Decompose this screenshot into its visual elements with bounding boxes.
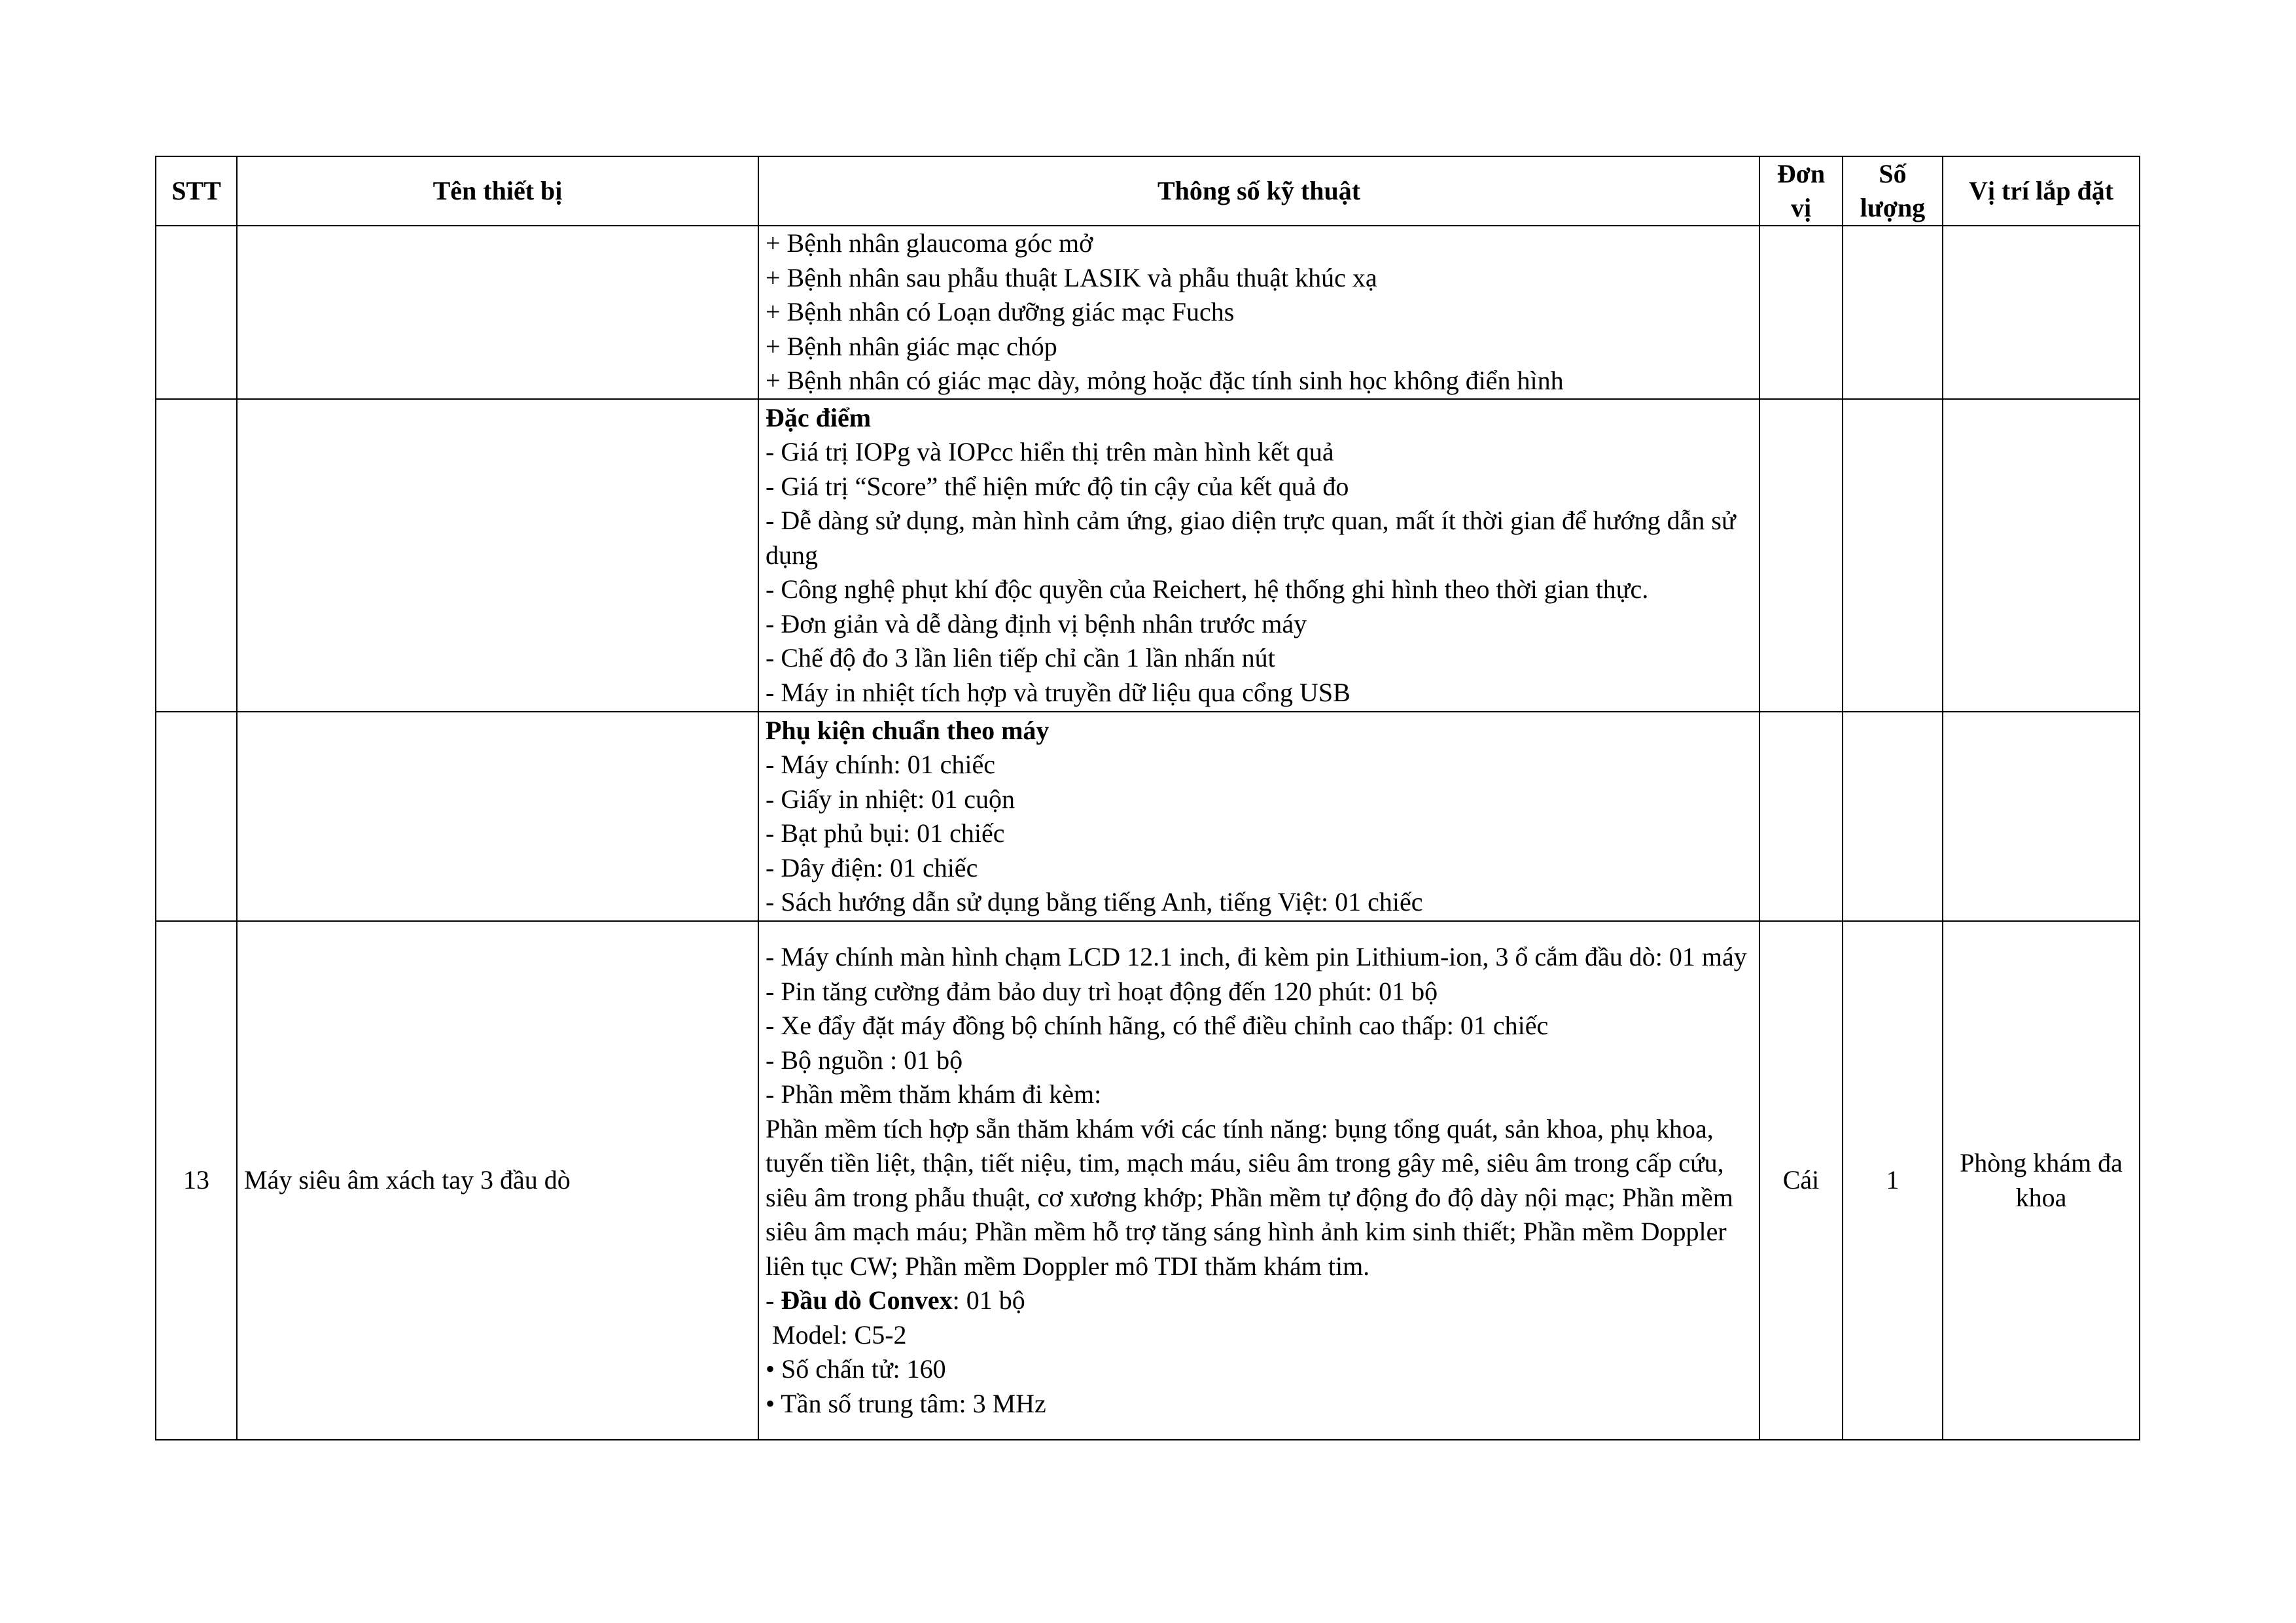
spec-heading: Phụ kiện chuẩn theo máy (766, 715, 1050, 745)
spec-line: - Dễ dàng sử dụng, màn hình cảm ứng, giao diện trực quan, mất ít thời gian để hướng dẫn sử dụng (766, 506, 1736, 570)
header-equipment-name: Tên thiết bị (237, 156, 758, 226)
spec-line: - Máy chính: 01 chiếc (766, 750, 995, 779)
cell-stt (156, 399, 237, 712)
cell-install-location: Phòng khám đa khoa (1943, 921, 2140, 1440)
equipment-spec-table (155, 156, 2140, 1440)
cell-equipment-name: Máy siêu âm xách tay 3 đầu dò (237, 921, 758, 1440)
spec-line: - Bạt phủ bụi: 01 chiếc (766, 818, 1005, 848)
cell-spec-ultrasound (758, 921, 1759, 1440)
spec-line: - Sách hướng dẫn sử dụng bằng tiếng Anh, tiếng Việt: 01 chiếc (766, 887, 1423, 916)
cell-name (237, 226, 758, 399)
probe-suffix: : 01 bộ (952, 1285, 1025, 1315)
spec-probe-line (766, 1283, 1752, 1318)
cell-unit (1759, 399, 1843, 712)
cell-qty (1843, 226, 1943, 399)
table-row (156, 712, 2140, 921)
header-technical-specs: Thông số kỹ thuật (758, 156, 1759, 226)
cell-qty (1843, 399, 1943, 712)
spec-line: + Bệnh nhân có Loạn dưỡng giác mạc Fuchs (766, 297, 1235, 327)
cell-name (237, 712, 758, 921)
header-stt: STT (156, 156, 237, 226)
cell-location (1943, 226, 2140, 399)
spec-line: - Xe đẩy đặt máy đồng bộ chính hãng, có thể điều chỉnh cao thấp: 01 chiếc (766, 1011, 1549, 1040)
cell-stt (156, 226, 237, 399)
cell-spec-accessories (758, 712, 1759, 921)
spec-heading: Đặc điểm (766, 402, 872, 432)
cell-stt (156, 712, 237, 921)
probe-name: Đầu dò Convex (781, 1285, 953, 1315)
cell-location (1943, 399, 2140, 712)
spec-line: - Máy in nhiệt tích hợp và truyền dữ liệu qua cổng USB (766, 677, 1351, 707)
spec-line: - Phần mềm thăm khám đi kèm: (766, 1079, 1102, 1109)
spec-line: - Chế độ đo 3 lần liên tiếp chỉ cần 1 lần nhấn nút (766, 643, 1275, 673)
header-quantity: Số lượng (1843, 156, 1943, 226)
cell-qty: 1 (1843, 921, 1943, 1440)
spec-line: Model: C5-2 (766, 1319, 907, 1350)
spec-line: + Bệnh nhân có giác mạc dày, mỏng hoặc đặc tính sinh học không điển hình (766, 366, 1564, 396)
spec-paragraph: Phần mềm tích hợp sẵn thăm khám với các tính năng: bụng tổng quát, sản khoa, phụ khoa, tuyến tiền liệt, thận, tiết niệu, tim, mạch máu, siêu âm trong gây mê, siêu âm trong cấp cứu, siêu âm trong phẫu thuật, cơ xương khớp; Phần mềm tự động đo độ dày nội mạc; Phần mềm siêu âm mạch máu; Phần mềm hỗ trợ tăng sáng hình ảnh kim sinh thiết; Phần mềm Doppler liên tục CW; Phần mềm Doppler mô TDI thăm khám tim. (766, 1113, 1733, 1281)
spec-line: - Công nghệ phụt khí độc quyền của Reichert, hệ thống ghi hình theo thời gian thực. (766, 574, 1649, 604)
table-row (156, 921, 2140, 1440)
spec-line: - Giấy in nhiệt: 01 cuộn (766, 784, 1016, 814)
cell-unit (1759, 226, 1843, 399)
spec-line: - Giá trị “Score” thể hiện mức độ tin cậy của kết quả đo (766, 471, 1349, 501)
cell-unit (1759, 712, 1843, 921)
spec-line: - Đơn giản và dễ dàng định vị bệnh nhân trước máy (766, 608, 1307, 638)
spec-line: • Tần số trung tâm: 3 MHz (766, 1388, 1046, 1418)
table-header-row (156, 156, 2140, 226)
spec-line: + Bệnh nhân giác mạc chóp (766, 331, 1057, 361)
cell-stt: 13 (156, 921, 237, 1440)
header-unit: Đơn vị (1759, 156, 1843, 226)
spec-line: + Bệnh nhân glaucoma góc mở (766, 228, 1093, 258)
table-row (156, 399, 2140, 712)
spec-line: - Máy chính màn hình chạm LCD 12.1 inch, đi kèm pin Lithium-ion, 3 ổ cắm đầu dò: 01 máy (766, 942, 1747, 971)
header-install-location: Vị trí lắp đặt (1943, 156, 2140, 226)
cell-spec-features (758, 399, 1759, 712)
spec-line: - Bộ nguồn : 01 bộ (766, 1045, 963, 1075)
cell-location (1943, 712, 2140, 921)
spec-line: + Bệnh nhân sau phẫu thuật LASIK và phẫu thuật khúc xạ (766, 262, 1377, 292)
cell-name (237, 399, 758, 712)
probe-prefix: - (766, 1285, 781, 1315)
cell-qty (1843, 712, 1943, 921)
cell-spec-patients (758, 226, 1759, 399)
table-row (156, 226, 2140, 399)
spec-line: - Dây điện: 01 chiếc (766, 852, 978, 882)
spec-line: - Giá trị IOPg và IOPcc hiển thị trên màn hình kết quả (766, 437, 1334, 467)
spec-line: • Số chấn tử: 160 (766, 1354, 946, 1384)
cell-unit: Cái (1759, 921, 1843, 1440)
spec-line: - Pin tăng cường đảm bảo duy trì hoạt động đến 120 phút: 01 bộ (766, 976, 1438, 1006)
